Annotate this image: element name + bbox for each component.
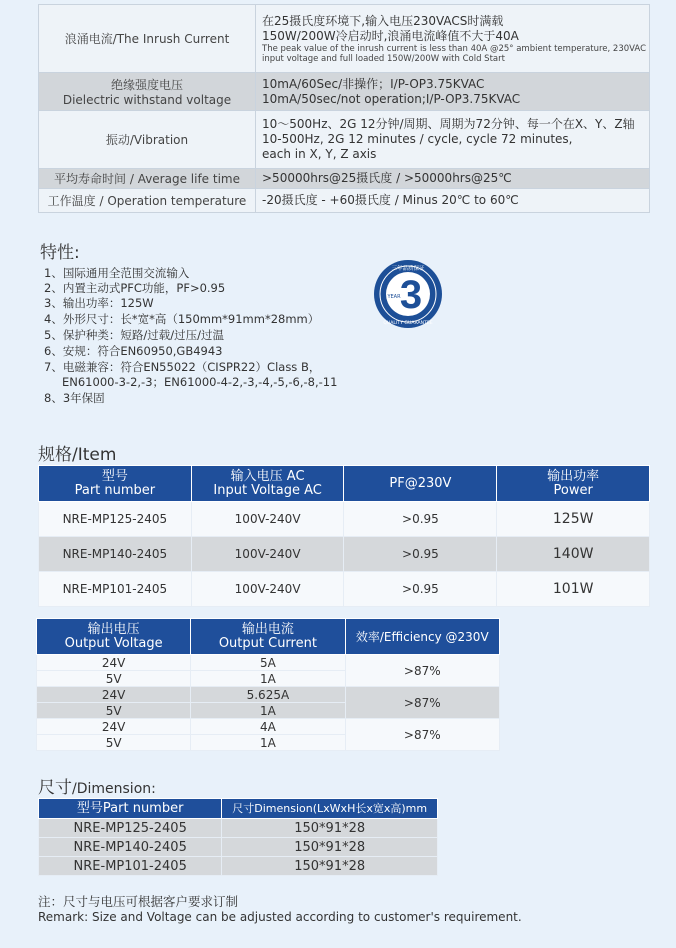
cell-current: 1A [191,735,345,751]
header-efficiency: 效率/Efficiency @230V [345,619,499,655]
dimension-header-row [39,799,438,819]
cell-efficiency: >87% [345,719,499,751]
table-row [39,857,438,876]
cell-efficiency: >87% [345,655,499,687]
table-row [37,687,500,703]
dimension-title-cn: 尺寸 [38,778,72,798]
spec-row-life [39,169,650,189]
header-power: 输出功率 Power [497,466,650,502]
three-year-guarantee-badge-icon [372,258,444,330]
spec-value [256,73,650,111]
cell-efficiency: >87% [345,687,499,719]
spec-value: -20摄氏度 - +60摄氏度 / Minus 20℃ to 60℃ [256,189,650,213]
output-header-row [37,619,500,655]
badge-year: YEAR [387,294,401,300]
feature-item: 7、电磁兼容：符合EN55022（CISPR22）Class B， [44,360,321,374]
feature-item: 3、输出功率：125W [44,296,154,310]
spec-label: 浪涌电流/The Inrush Current [39,5,256,73]
cell-part: NRE-MP125-2405 [39,502,192,537]
feature-item: 4、外形尺寸：长*宽*高（150mm*91mm*28mm） [44,312,320,326]
cell-part: NRE-MP140-2405 [39,838,222,857]
cell-voltage: 24V [37,719,191,735]
header-part-number: 型号 Part number [39,466,192,502]
feature-item: EN61000-3-2,-3；EN61000-4-2,-3,-4,-5,-6,-8,-11 [62,375,338,389]
spec-line: each in X, Y, Z axis [262,147,377,161]
cell-input: 100V-240V [191,537,344,572]
cell-current: 1A [191,703,345,719]
cell-current: 5A [191,655,345,671]
spec-line: 在25摄氏度环境下,输入电压230VACS时满载 [262,13,504,28]
badge-top-text: 三年品质保证 [391,266,425,272]
cell-current: 5.625A [191,687,345,703]
table-row [39,838,438,857]
feature-item: 1、国际通用全范围交流输入 [44,266,190,280]
spec-label: 工作温度 / Operation temperature [39,189,256,213]
cell-power: 125W [497,502,650,537]
dimension-table [38,798,438,876]
table-row [39,537,650,572]
cell-part: NRE-MP101-2405 [39,857,222,876]
spec-row-vibration [39,111,650,169]
spec-row-inrush [39,5,650,73]
spec-line: 10-500Hz, 2G 12 minutes / cycle, cycle 72 minutes, [262,132,573,146]
header-dimension: 尺寸Dimension(LxWxH长x宽x高)mm [222,799,438,819]
table-row [39,819,438,838]
feature-item: 5、保护种类：短路/过载/过压/过温 [44,328,224,342]
table-row [39,502,650,537]
features-title: 特性: [40,243,80,263]
cell-dimension: 150*91*28 [222,838,438,857]
cell-part: NRE-MP125-2405 [39,819,222,838]
spec-label-en: Dielectric withstand voltage [62,93,232,107]
header-pf: PF@230V [344,466,497,502]
spec-value [256,111,650,169]
cell-voltage: 5V [37,671,191,687]
spec-table [38,4,650,213]
feature-item: 2、内置主动式PFC功能，PF>0.95 [44,281,226,295]
cell-pf: >0.95 [344,502,497,537]
remark-en: Remark: Size and Voltage can be adjusted according to customer's requirement. [38,910,522,924]
spec-label-cn: 绝缘强度电压 [110,78,183,92]
remark-cn: 注：尺寸与电压可根据客户要求订制 [38,894,239,909]
spec-label: 平均寿命时间 / Average life time [39,169,256,189]
cell-voltage: 5V [37,703,191,719]
spec-line: 150W/200W冷启动时,浪涌电流峰值不大于40A [262,28,519,43]
item-title: 规格/Item [38,445,117,465]
spec-row-temperature [39,189,650,213]
cell-voltage: 5V [37,735,191,751]
table-row [39,572,650,607]
header-output-voltage: 输出电压 Output Voltage [37,619,191,655]
spec-label [39,73,256,111]
item-table [38,465,650,607]
cell-dimension: 150*91*28 [222,857,438,876]
dimension-title [38,773,156,798]
cell-input: 100V-240V [191,572,344,607]
badge-bottom-text: QUALITY GUARANTEE [383,321,433,326]
spec-value: >50000hrs@25摄氏度 / >50000hrs@25℃ [256,169,650,189]
header-input-voltage: 输入电压 AC Input Voltage AC [191,466,344,502]
spec-line: 10～500Hz、2G 12分钟/周期、周期为72分钟、每一个在X、Y、Z轴 [262,117,635,131]
cell-pf: >0.95 [344,572,497,607]
spec-small-note: The peak value of the inrush current is less than 40A @25° ambient temperature, 230VAC input voltage and full loaded 150W/200W with Cold Start [262,43,647,64]
dimension-title-en: /Dimension: [72,781,156,797]
cell-dimension: 150*91*28 [222,819,438,838]
spec-line: 10mA/60Sec/非操作；I/P-OP3.75KVAC [262,76,485,91]
spec-row-dielectric [39,73,650,111]
spec-label: 振动/Vibration [39,111,256,169]
header-part-number: 型号Part number [39,799,222,819]
cell-pf: >0.95 [344,537,497,572]
badge-number: 3 [399,273,423,317]
cell-power: 101W [497,572,650,607]
output-table [36,618,500,751]
table-row [37,719,500,735]
cell-input: 100V-240V [191,502,344,537]
cell-current: 4A [191,719,345,735]
cell-voltage: 24V [37,687,191,703]
item-header-row [39,466,650,502]
cell-power: 140W [497,537,650,572]
cell-part: NRE-MP140-2405 [39,537,192,572]
feature-item: 8、3年保固 [44,391,105,405]
cell-current: 1A [191,671,345,687]
spec-line: 10mA/50sec/not operation;I/P-OP3.75KVAC [262,91,521,106]
header-output-current: 输出电流 Output Current [191,619,345,655]
spec-value [256,5,650,73]
cell-part: NRE-MP101-2405 [39,572,192,607]
table-row [37,655,500,671]
feature-item: 6、安规：符合EN60950,GB4943 [44,344,223,358]
cell-voltage: 24V [37,655,191,671]
